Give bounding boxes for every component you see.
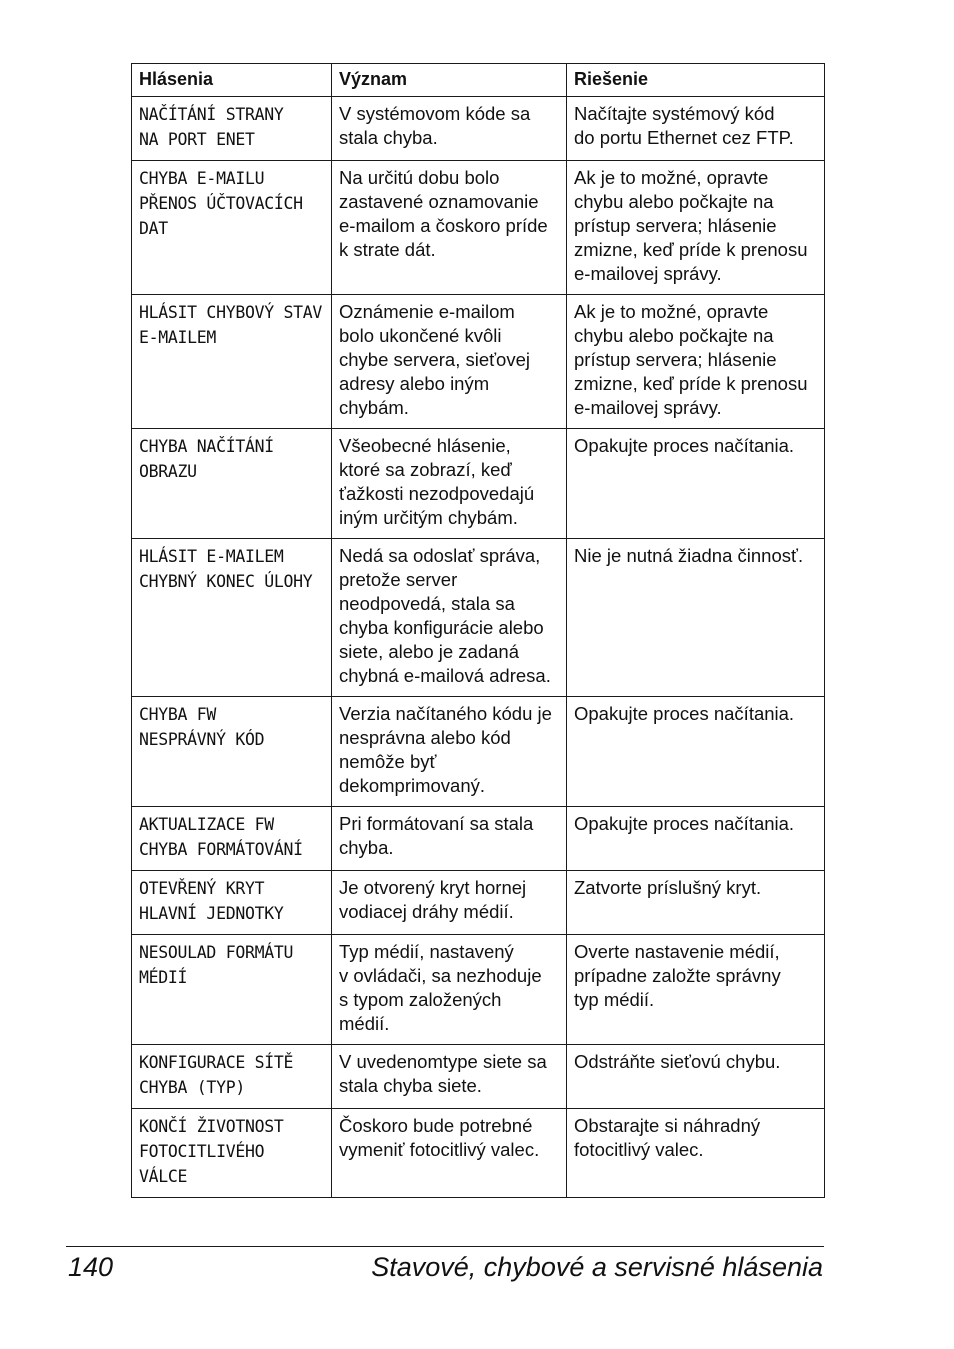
- table-row: [132, 161, 825, 295]
- page-number: 140: [68, 1252, 114, 1282]
- table-row: [132, 935, 825, 1045]
- table-row: [132, 697, 825, 807]
- solution-cell: Opakujte proces načítania.: [567, 429, 825, 539]
- footer-divider: [66, 1246, 824, 1247]
- header-row: [132, 64, 825, 97]
- solution-cell: Obstarajte si náhradný fotocitlivý valec.: [567, 1109, 825, 1198]
- table-row: [132, 429, 825, 539]
- table-row: [132, 295, 825, 429]
- table-row: [132, 539, 825, 697]
- solution-cell: Odstráňte sieťovú chybu.: [567, 1045, 825, 1109]
- solution-cell: Načítajte systémový kód do portu Ethernet cez FTP.: [567, 97, 825, 161]
- table-header: [132, 64, 825, 97]
- header-meaning: Význam: [332, 64, 567, 97]
- message-cell: AKTUALIZACE FW CHYBA FORMÁTOVÁNÍ: [132, 807, 332, 871]
- table-row: [132, 807, 825, 871]
- solution-cell: Opakujte proces načítania.: [567, 807, 825, 871]
- table-row: [132, 1109, 825, 1198]
- message-cell: CHYBA NAČÍTÁNÍ OBRAZU: [132, 429, 332, 539]
- message-cell: HLÁSIT E-MAILEM CHYBNÝ KONEC ÚLOHY: [132, 539, 332, 697]
- message-cell: KONČÍ ŽIVOTNOST FOTOCITLIVÉHO VÁLCE: [132, 1109, 332, 1198]
- solution-cell: Ak je to možné, opravte chybu alebo počkajte na prístup servera; hlásenie zmizne, keď príde k prenosu e-mailovej správy.: [567, 161, 825, 295]
- message-cell: KONFIGURACE SÍTĚ CHYBA (TYP): [132, 1045, 332, 1109]
- message-cell: CHYBA FW NESPRÁVNÝ KÓD: [132, 697, 332, 807]
- chapter-title: Stavové, chybové a servisné hlásenia: [371, 1252, 823, 1282]
- meaning-cell: Typ médií, nastavený v ovládači, sa nezhoduje s typom založených médií.: [332, 935, 567, 1045]
- table-row: [132, 1045, 825, 1109]
- meaning-cell: Oznámenie e-mailom bolo ukončené kvôli chybe servera, sieťovej adresy alebo iným chybám.: [332, 295, 567, 429]
- message-cell: OTEVŘENÝ KRYT HLAVNÍ JEDNOTKY: [132, 871, 332, 935]
- meaning-cell: V systémovom kóde sa stala chyba.: [332, 97, 567, 161]
- meaning-cell: Je otvorený kryt hornej vodiacej dráhy médií.: [332, 871, 567, 935]
- solution-cell: Nie je nutná žiadna činnosť.: [567, 539, 825, 697]
- meaning-cell: Všeobecné hlásenie, ktoré sa zobrazí, keď ťažkosti nezodpovedajú iným určitým chybám.: [332, 429, 567, 539]
- table-row: [132, 97, 825, 161]
- message-cell: HLÁSIT CHYBOVÝ STAV E-MAILEM: [132, 295, 332, 429]
- header-solution: Riešenie: [567, 64, 825, 97]
- meaning-cell: V uvedenomtype siete sa stala chyba siete.: [332, 1045, 567, 1109]
- solution-cell: Overte nastavenie médií, prípadne založte správny typ médií.: [567, 935, 825, 1045]
- message-cell: NAČÍTÁNÍ STRANY NA PORT ENET: [132, 97, 332, 161]
- meaning-cell: Pri formátovaní sa stala chyba.: [332, 807, 567, 871]
- meaning-cell: Na určitú dobu bolo zastavené oznamovanie e-mailom a čoskoro príde k strate dát.: [332, 161, 567, 295]
- header-messages: Hlásenia: [132, 64, 332, 97]
- meaning-cell: Čoskoro bude potrebné vymeniť fotocitlivý valec.: [332, 1109, 567, 1198]
- solution-cell: Opakujte proces načítania.: [567, 697, 825, 807]
- message-cell: CHYBA E-MAILU PŘENOS ÚČTOVACÍCH DAT: [132, 161, 332, 295]
- table-row: [132, 871, 825, 935]
- status-messages-table: [131, 63, 825, 1198]
- solution-cell: Ak je to možné, opravte chybu alebo počkajte na prístup servera; hlásenie zmizne, keď príde k prenosu e-mailovej správy.: [567, 295, 825, 429]
- meaning-cell: Nedá sa odoslať správa, pretože server neodpovedá, stala sa chyba konfigurácie alebo siete, alebo je zadaná chybná e-mailová adresa.: [332, 539, 567, 697]
- table-body: [132, 97, 825, 1198]
- message-cell: NESOULAD FORMÁTU MÉDIÍ: [132, 935, 332, 1045]
- meaning-cell: Verzia načítaného kódu je nesprávna alebo kód nemôže byť dekomprimovaný.: [332, 697, 567, 807]
- solution-cell: Zatvorte príslušný kryt.: [567, 871, 825, 935]
